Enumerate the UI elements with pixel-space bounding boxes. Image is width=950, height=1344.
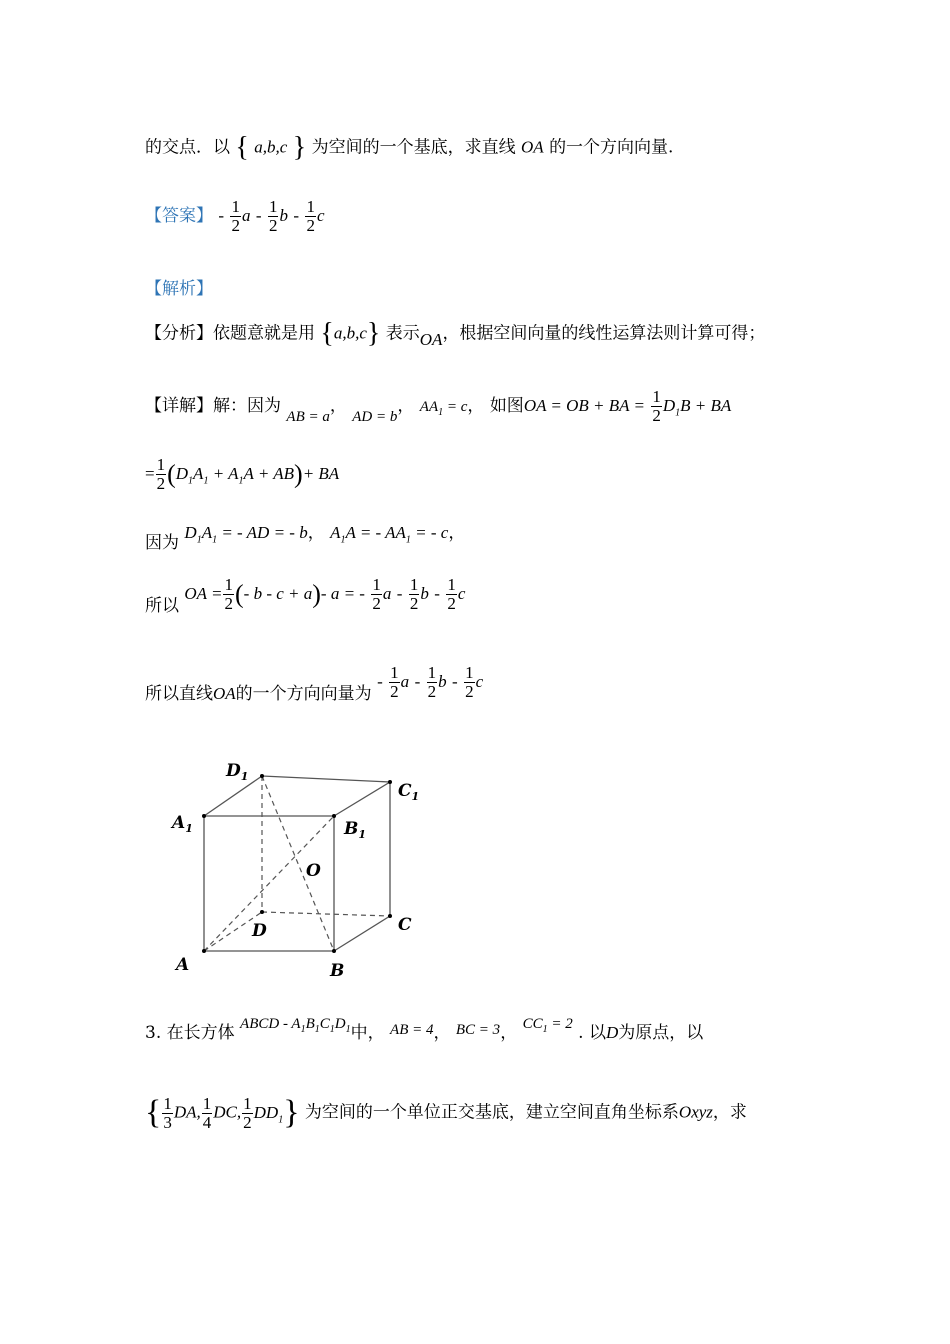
fraction xyxy=(409,576,420,613)
diagonal-ab1 xyxy=(204,816,334,951)
cuboid-name xyxy=(240,1016,351,1035)
line-oa: OA xyxy=(213,684,236,703)
subscript: 1 xyxy=(278,1113,284,1125)
edge xyxy=(204,776,262,816)
eq-ab: AB = 4 xyxy=(390,1022,434,1038)
numerator: 1 xyxy=(427,663,437,682)
vertex xyxy=(388,780,392,784)
denominator: 2 xyxy=(156,474,166,493)
comma: ， xyxy=(433,1023,451,1043)
numerator: 1 xyxy=(390,663,399,682)
numerator: 1 xyxy=(231,197,240,216)
var-c: c xyxy=(475,672,484,691)
text: A xyxy=(193,464,204,483)
analysis-tag: 【解析】 xyxy=(145,279,213,299)
fraction xyxy=(268,198,279,235)
subscript: 1 xyxy=(329,1024,335,1035)
problem-statement-line xyxy=(145,132,673,164)
var-a: a xyxy=(400,672,410,691)
fraction xyxy=(389,664,400,701)
text: CC xyxy=(522,1016,543,1032)
text: A = - AA xyxy=(345,523,406,542)
eq-d1b xyxy=(662,396,732,419)
subscript: 1 xyxy=(314,1024,320,1035)
fraction xyxy=(242,1095,253,1132)
fenxi-tag: 【分析】 xyxy=(145,323,213,344)
denominator: 2 xyxy=(447,594,456,613)
text: = c xyxy=(446,399,468,415)
text: 中， xyxy=(350,1023,385,1043)
text: 为空间的一个单位正交基底，建立空间直角坐标系 xyxy=(304,1102,679,1123)
edge xyxy=(262,776,390,782)
edge xyxy=(334,916,390,951)
subscript: 1 xyxy=(675,407,681,419)
var-c: c xyxy=(457,584,466,603)
text: = xyxy=(145,464,155,483)
text: = - c xyxy=(415,523,449,542)
numerator: 1 xyxy=(652,387,661,406)
denominator: 2 xyxy=(268,216,278,235)
subscript: 1 xyxy=(358,828,367,841)
text: B + BA xyxy=(680,396,732,415)
fraction xyxy=(371,576,382,613)
text: B xyxy=(305,1016,315,1032)
suoyi-line-2 xyxy=(145,663,484,704)
sign: - xyxy=(452,672,458,691)
vector-dd1 xyxy=(253,1102,284,1125)
comma: ， xyxy=(329,396,347,416)
eq-body xyxy=(175,464,295,487)
brace-left: { xyxy=(320,318,334,349)
point-d: D xyxy=(605,1023,619,1042)
denominator: 2 xyxy=(306,216,315,235)
text: 解：因为 xyxy=(213,396,281,416)
sign: - xyxy=(255,206,262,225)
subscript: 1 xyxy=(438,407,444,418)
text: AA xyxy=(419,399,439,415)
sign: - xyxy=(218,206,225,225)
text: = - AD = - b xyxy=(221,523,308,542)
label-b: B xyxy=(330,961,345,981)
text: D xyxy=(334,1016,346,1032)
fraction xyxy=(651,388,662,425)
denominator: 2 xyxy=(231,216,240,235)
text-group xyxy=(145,684,372,704)
numerator: 1 xyxy=(465,663,474,682)
xiangjie-tag: 【详解】 xyxy=(145,396,213,416)
question-3-line xyxy=(145,1008,704,1043)
coord-system: Oxyz xyxy=(678,1102,713,1122)
text: D xyxy=(175,464,189,483)
vertex xyxy=(260,774,264,778)
text: A + AB xyxy=(243,464,295,483)
vertex xyxy=(332,814,336,818)
label-d1 xyxy=(225,761,248,783)
fraction xyxy=(202,1095,213,1132)
comma: ， xyxy=(467,396,485,416)
denominator: 2 xyxy=(243,1112,252,1132)
text: 为空间的一个基底，求直线 xyxy=(311,137,516,158)
label-d: D xyxy=(252,921,267,941)
text: 因为 xyxy=(145,533,179,553)
comma: ， xyxy=(397,396,415,416)
var-c: c xyxy=(316,206,325,225)
paren-right: ) xyxy=(294,459,303,489)
text: + BA xyxy=(302,464,340,483)
subscript: 1 xyxy=(405,534,411,546)
text: 如图 xyxy=(489,396,524,416)
text: C xyxy=(319,1016,330,1032)
eq-aa1 xyxy=(419,399,468,418)
eq-rest: - a = - xyxy=(320,584,365,603)
text: D xyxy=(226,761,241,781)
comma: ， xyxy=(307,523,325,543)
eq-bc: BC = 3 xyxy=(455,1022,501,1038)
sign: - xyxy=(293,206,300,225)
vertex xyxy=(332,949,336,953)
fraction xyxy=(427,664,438,701)
label-a1 xyxy=(170,813,193,835)
text: + A xyxy=(212,464,239,483)
subscript: 1 xyxy=(411,790,420,803)
denominator: 2 xyxy=(372,594,381,613)
text: B xyxy=(344,819,359,839)
text: D xyxy=(184,523,197,542)
eq-main: OA = OB + BA = xyxy=(523,396,645,415)
denominator: 2 xyxy=(427,682,437,701)
vector-oa: OA xyxy=(419,329,443,349)
sign: - xyxy=(396,584,403,603)
eq-d1a1 xyxy=(184,523,308,546)
text: 的一个方向向量. xyxy=(549,137,674,158)
numerator: 1 xyxy=(268,197,278,216)
basis-vectors: a,b,c xyxy=(254,137,288,157)
eq-lhs: OA = xyxy=(184,584,223,603)
var-b: b xyxy=(279,206,288,225)
text: A xyxy=(201,523,213,542)
text: 所以 xyxy=(145,596,179,616)
subscript: 1 xyxy=(203,475,209,487)
text: C xyxy=(398,781,412,801)
text: 所以直线 xyxy=(145,684,213,704)
fraction xyxy=(162,1095,173,1132)
sign: - xyxy=(434,584,440,603)
fraction xyxy=(305,198,316,235)
fraction xyxy=(156,456,167,493)
sign: - xyxy=(414,672,421,691)
edge xyxy=(334,782,390,816)
label-c: C xyxy=(398,915,412,935)
xiangjie-line xyxy=(145,388,731,425)
label-c1 xyxy=(398,781,419,803)
sign: - xyxy=(377,672,383,691)
question-number: 3. 在长方体 xyxy=(145,1023,235,1043)
label-a: A xyxy=(176,955,190,975)
label-b1 xyxy=(343,819,366,841)
tail xyxy=(578,1023,703,1043)
denominator: 2 xyxy=(224,594,233,613)
text: D xyxy=(662,396,676,415)
text: DD xyxy=(253,1102,279,1122)
comma: ， xyxy=(500,1023,518,1043)
answer-line xyxy=(145,198,325,235)
subscript: 1 xyxy=(238,475,244,487)
line-oa: OA xyxy=(520,137,544,157)
subscript: 1 xyxy=(196,534,202,546)
diagonal-d1b xyxy=(262,776,334,951)
denominator: 4 xyxy=(202,1112,212,1132)
brace-left: { xyxy=(235,132,249,163)
eq-ad: AD = b xyxy=(352,409,398,425)
text: 为原点，以 xyxy=(618,1023,704,1043)
brace-right: } xyxy=(292,132,307,163)
vertex xyxy=(260,910,264,914)
xiangjie-line-2 xyxy=(145,456,339,493)
brace-right: } xyxy=(366,318,381,349)
brace-right: } xyxy=(283,1094,300,1131)
subscript: 1 xyxy=(188,475,194,487)
comma: ， xyxy=(448,523,466,543)
text: ABCD - A xyxy=(240,1016,301,1032)
eq-cc1 xyxy=(522,1016,573,1035)
numerator: 1 xyxy=(202,1093,212,1113)
text: . 以 xyxy=(578,1023,606,1043)
subscript: 1 xyxy=(240,770,249,783)
fraction xyxy=(223,576,234,613)
yinwei-line xyxy=(145,518,466,553)
paren-left: ( xyxy=(234,579,244,609)
text: A xyxy=(172,813,186,833)
text: A xyxy=(330,523,341,542)
numerator: 1 xyxy=(243,1093,252,1113)
subscript: 1 xyxy=(345,1024,351,1035)
fraction xyxy=(230,198,241,235)
subscript: 1 xyxy=(542,1024,548,1035)
denominator: 3 xyxy=(163,1112,172,1132)
var-b: b xyxy=(420,584,429,603)
cube-figure xyxy=(160,750,440,990)
numerator: 1 xyxy=(447,575,456,594)
text: 的交点．以 xyxy=(145,137,230,158)
hidden-edge xyxy=(262,912,390,916)
denominator: 2 xyxy=(652,406,661,425)
fraction xyxy=(446,576,457,613)
paren-right: ) xyxy=(312,579,321,609)
vertex xyxy=(202,949,206,953)
vertex xyxy=(202,814,206,818)
denominator: 2 xyxy=(390,682,399,701)
basis-vectors: a,b,c xyxy=(333,323,367,343)
label-o: O xyxy=(306,861,321,881)
numerator: 1 xyxy=(409,575,419,594)
text: 表示 xyxy=(385,323,420,344)
numerator: 1 xyxy=(372,575,381,594)
var-b: b xyxy=(438,672,447,691)
subscript: 1 xyxy=(212,534,218,546)
vertex xyxy=(388,914,392,918)
brace-left: { xyxy=(145,1094,162,1131)
subscript: 1 xyxy=(300,1024,306,1035)
subscript: 1 xyxy=(340,534,346,546)
var-a: a xyxy=(241,206,251,225)
denominator: 2 xyxy=(465,682,474,701)
var-a: a xyxy=(382,584,392,603)
text: = 2 xyxy=(551,1016,573,1032)
denominator: 2 xyxy=(409,594,419,613)
numerator: 1 xyxy=(224,575,233,594)
paren-left: ( xyxy=(167,459,176,489)
numerator: 1 xyxy=(156,455,166,474)
vector-da: DA, xyxy=(173,1102,201,1122)
answer-tag: 【答案】 xyxy=(145,206,213,226)
text: 的一个方向向量为 xyxy=(235,684,372,704)
text: 依题意就是用 xyxy=(213,323,315,344)
text: ，根据空间向量的线性运算法则计算可得； xyxy=(442,323,766,344)
numerator: 1 xyxy=(163,1093,172,1113)
eq-paren: - b - c + a xyxy=(243,584,313,603)
text: ，求 xyxy=(712,1102,747,1123)
eq-a1a xyxy=(330,523,449,546)
fraction xyxy=(464,664,475,701)
question-3-basis-line xyxy=(145,1094,747,1132)
fenxi-line xyxy=(145,318,765,350)
suoyi-line-1 xyxy=(145,575,466,616)
subscript: 1 xyxy=(185,822,193,835)
numerator: 1 xyxy=(306,197,315,216)
eq-ab: AB = a xyxy=(286,409,330,425)
vector-dc: DC, xyxy=(213,1102,242,1122)
